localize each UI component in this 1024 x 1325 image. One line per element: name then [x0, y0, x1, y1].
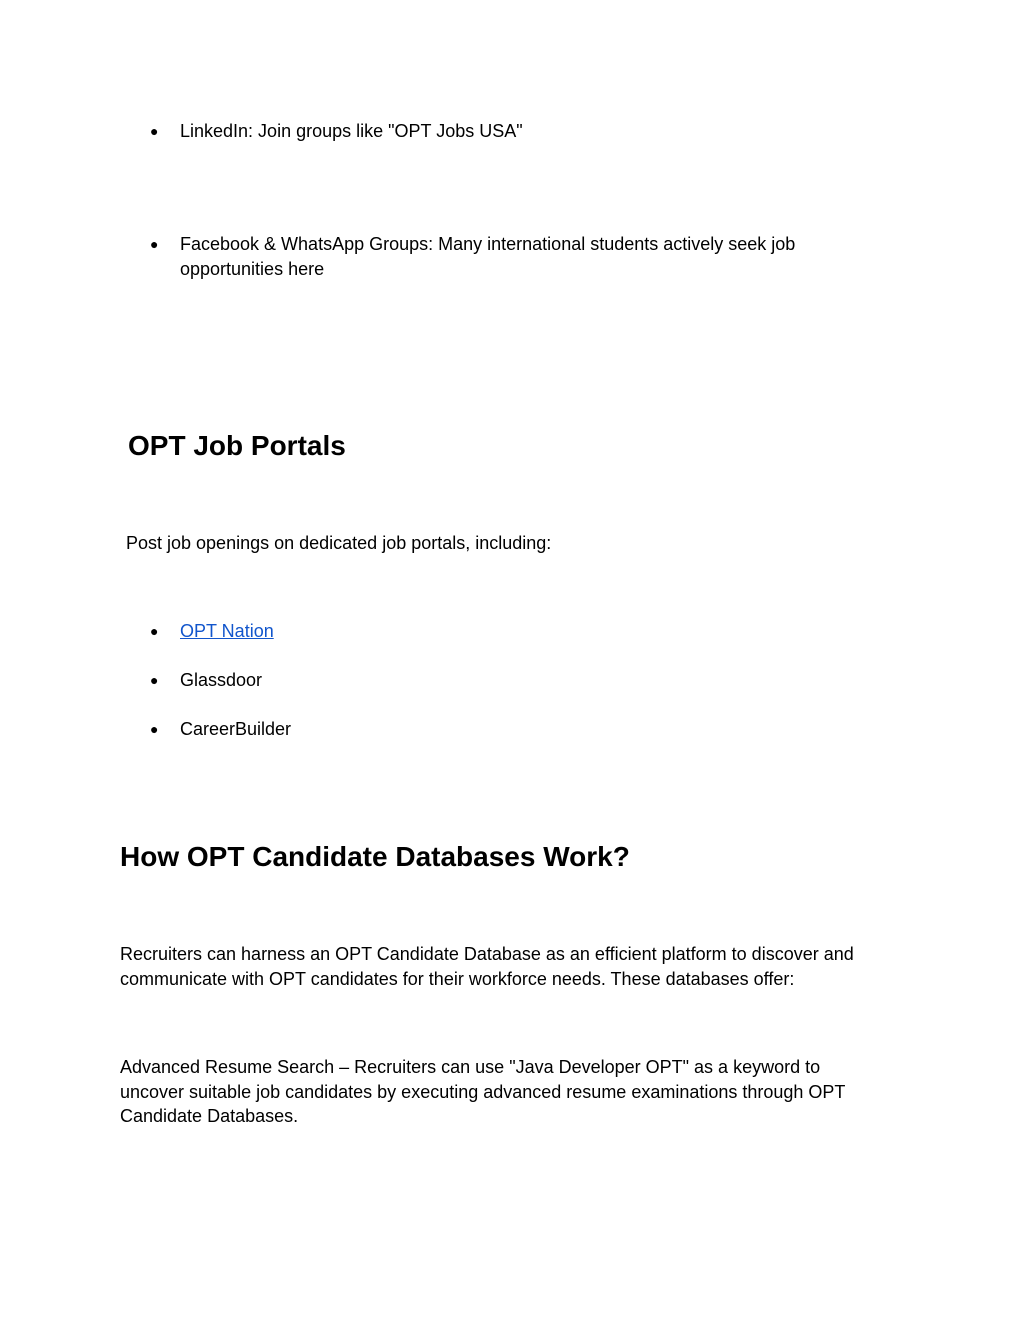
bullet-icon: ●	[150, 672, 159, 688]
bullet-icon: ●	[150, 721, 159, 737]
section-intro-job-portals: Post job openings on dedicated job portals, including:	[126, 533, 552, 553]
opt-nation-link[interactable]: OPT Nation	[180, 621, 274, 641]
section-heading-databases: How OPT Candidate Databases Work?	[120, 841, 630, 872]
paragraph-databases-intro: Recruiters can harness an OPT Candidate Database as an efficient platform to discover and communicate with OPT candidates for their workforce needs. These databases offer:	[120, 944, 854, 989]
paragraph-advanced-resume-search: Advanced Resume Search – Recruiters can use "Java Developer OPT" as a keyword to uncover suitable job candidates by executing advanced resume examinations through OPT Candidate Databases.	[120, 1057, 846, 1126]
bullet-icon: ●	[150, 623, 159, 639]
list-item-text: LinkedIn: Join groups like "OPT Jobs USA"	[180, 121, 523, 141]
list-item-text: Glassdoor	[180, 670, 263, 690]
bullet-icon: ●	[150, 123, 159, 139]
list-item-text: CareerBuilder	[180, 719, 292, 739]
list-item-text: Facebook & WhatsApp Groups: Many international students actively seek job opportunities here	[180, 234, 796, 279]
section-heading-job-portals: OPT Job Portals	[128, 430, 346, 461]
bullet-icon: ●	[150, 236, 159, 252]
